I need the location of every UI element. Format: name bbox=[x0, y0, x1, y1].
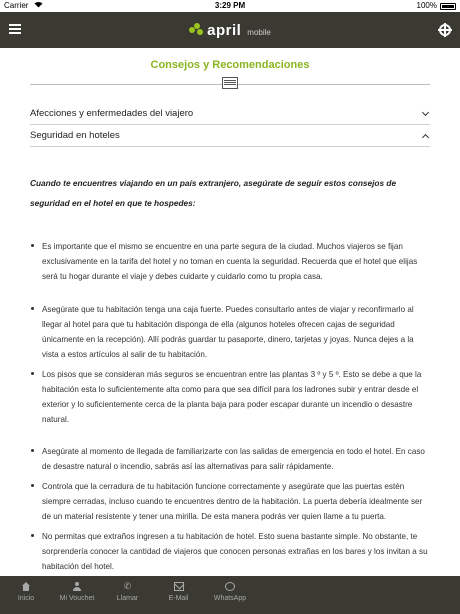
tab-label: E-Mail bbox=[168, 595, 189, 602]
chevron-down-icon bbox=[422, 110, 430, 118]
accordion-item-label: Afecciones y enfermedades del viajero bbox=[30, 108, 194, 119]
battery-icon bbox=[440, 3, 456, 10]
article-intro: Cuando te encuentres viajando en un país extranjero, asegúrate de seguir estos consejos de seguridad en el hotel en que te hospedes: bbox=[30, 178, 397, 208]
logo-mark-icon bbox=[189, 23, 203, 37]
mail-icon bbox=[174, 582, 184, 591]
list-item: Los pisos que se consideran más seguros se encuentran entre las plantas 3 º y 5 º. Esto se debe a que la habitación esta lo suficientemente alta como para que sea difícil para los ladrones subir y entrar desde el exterior y lo suficientemente cerca de la planta baja para poder escapar durante un incendio o desastre natural. bbox=[30, 367, 430, 427]
whatsapp-icon bbox=[225, 582, 235, 591]
logo-subtext: mobile bbox=[247, 28, 271, 37]
tab-label: Llamar bbox=[116, 595, 139, 602]
tab-whatsapp[interactable] bbox=[204, 576, 256, 614]
accordion-item-seguridad[interactable] bbox=[30, 125, 430, 147]
tab-label: Inicio bbox=[17, 595, 35, 602]
tab-mi-vouchet[interactable] bbox=[52, 576, 102, 614]
top-navbar bbox=[0, 12, 460, 48]
crosshair-icon[interactable] bbox=[439, 24, 451, 36]
user-icon bbox=[72, 582, 82, 591]
logo-text: april bbox=[207, 21, 242, 39]
phone-icon: ✆ bbox=[123, 581, 132, 591]
accordion bbox=[30, 103, 430, 147]
list-item: Es importante que el mismo se encuentre en una parte segura de la ciudad. Muchos viajeros se fijan exclusivamente en la tarifa del hotel y no toman en cuenta la seguridad. Recuerda que el hotel que elijas será tu hogar durante el viaje y debes cuidarte y cuidarlo como tu propia casa. bbox=[30, 239, 430, 284]
accordion-item-afecciones[interactable] bbox=[30, 103, 430, 125]
home-icon bbox=[21, 582, 31, 591]
newspaper-icon bbox=[222, 77, 238, 89]
status-bar bbox=[0, 0, 460, 12]
page-title: Consejos y Recomendaciones bbox=[150, 59, 310, 71]
tab-label: Mi Vouchet bbox=[59, 595, 95, 602]
list-item: Asegúrate que tu habitación tenga una caja fuerte. Puedes consultarlo antes de viajar y reconfirmarlo al llegar al hotel para que tu habitación disponga de ella (algunos hoteles ofrecen cajas de seguridad únicamente en la recepción). Allí podrás guardar tu pasaporte, dinero, tarjetas y joyas. Nunca dejes a la vista a estos artículos al salir de tu habitación. bbox=[30, 302, 430, 362]
accordion-item-label: Seguridad en hoteles bbox=[30, 130, 120, 141]
tab-email[interactable] bbox=[153, 576, 204, 614]
title-divider bbox=[30, 77, 430, 91]
list-item: No permitas que extraños ingresen a tu habitación de hotel. Esto suena bastante simple. No obstante, te sorprendería conocer la cantidad de viajeros que conocen personas extrañas en los bares y los invitan a su habitación del hotel. bbox=[30, 529, 430, 574]
battery-indicator bbox=[417, 0, 456, 12]
app-logo bbox=[0, 12, 460, 48]
chevron-up-icon bbox=[422, 132, 430, 140]
carrier-text: Carrier bbox=[4, 1, 29, 10]
battery-percent: 100% bbox=[416, 1, 437, 10]
article-body bbox=[30, 173, 430, 576]
bottom-tabbar bbox=[0, 576, 460, 614]
tab-llamar[interactable] bbox=[102, 576, 153, 614]
tab-inicio[interactable] bbox=[0, 576, 52, 614]
main-content[interactable] bbox=[0, 48, 460, 576]
list-item: Controla que la cerradura de tu habitación funcione correctamente y asegúrate que las puertas estén siempre cerradas, incluso cuando te encuentres dentro de la habitación. La puerta debería idealmente ser de un material resistente y tener una mirilla. De esta manera podrás ver quien llame a tu puerta. bbox=[30, 479, 430, 524]
bullet-list bbox=[30, 239, 430, 576]
clock: 3:29 PM bbox=[214, 1, 246, 10]
list-item: Asegúrate al momento de llegada de familiarizarte con las salidas de emergencia en todo el hotel. En caso de desastre natural o incendio, sabrás así las alternativas para salir rápidamente. bbox=[30, 444, 430, 474]
tab-label: WhatsApp bbox=[213, 595, 247, 602]
